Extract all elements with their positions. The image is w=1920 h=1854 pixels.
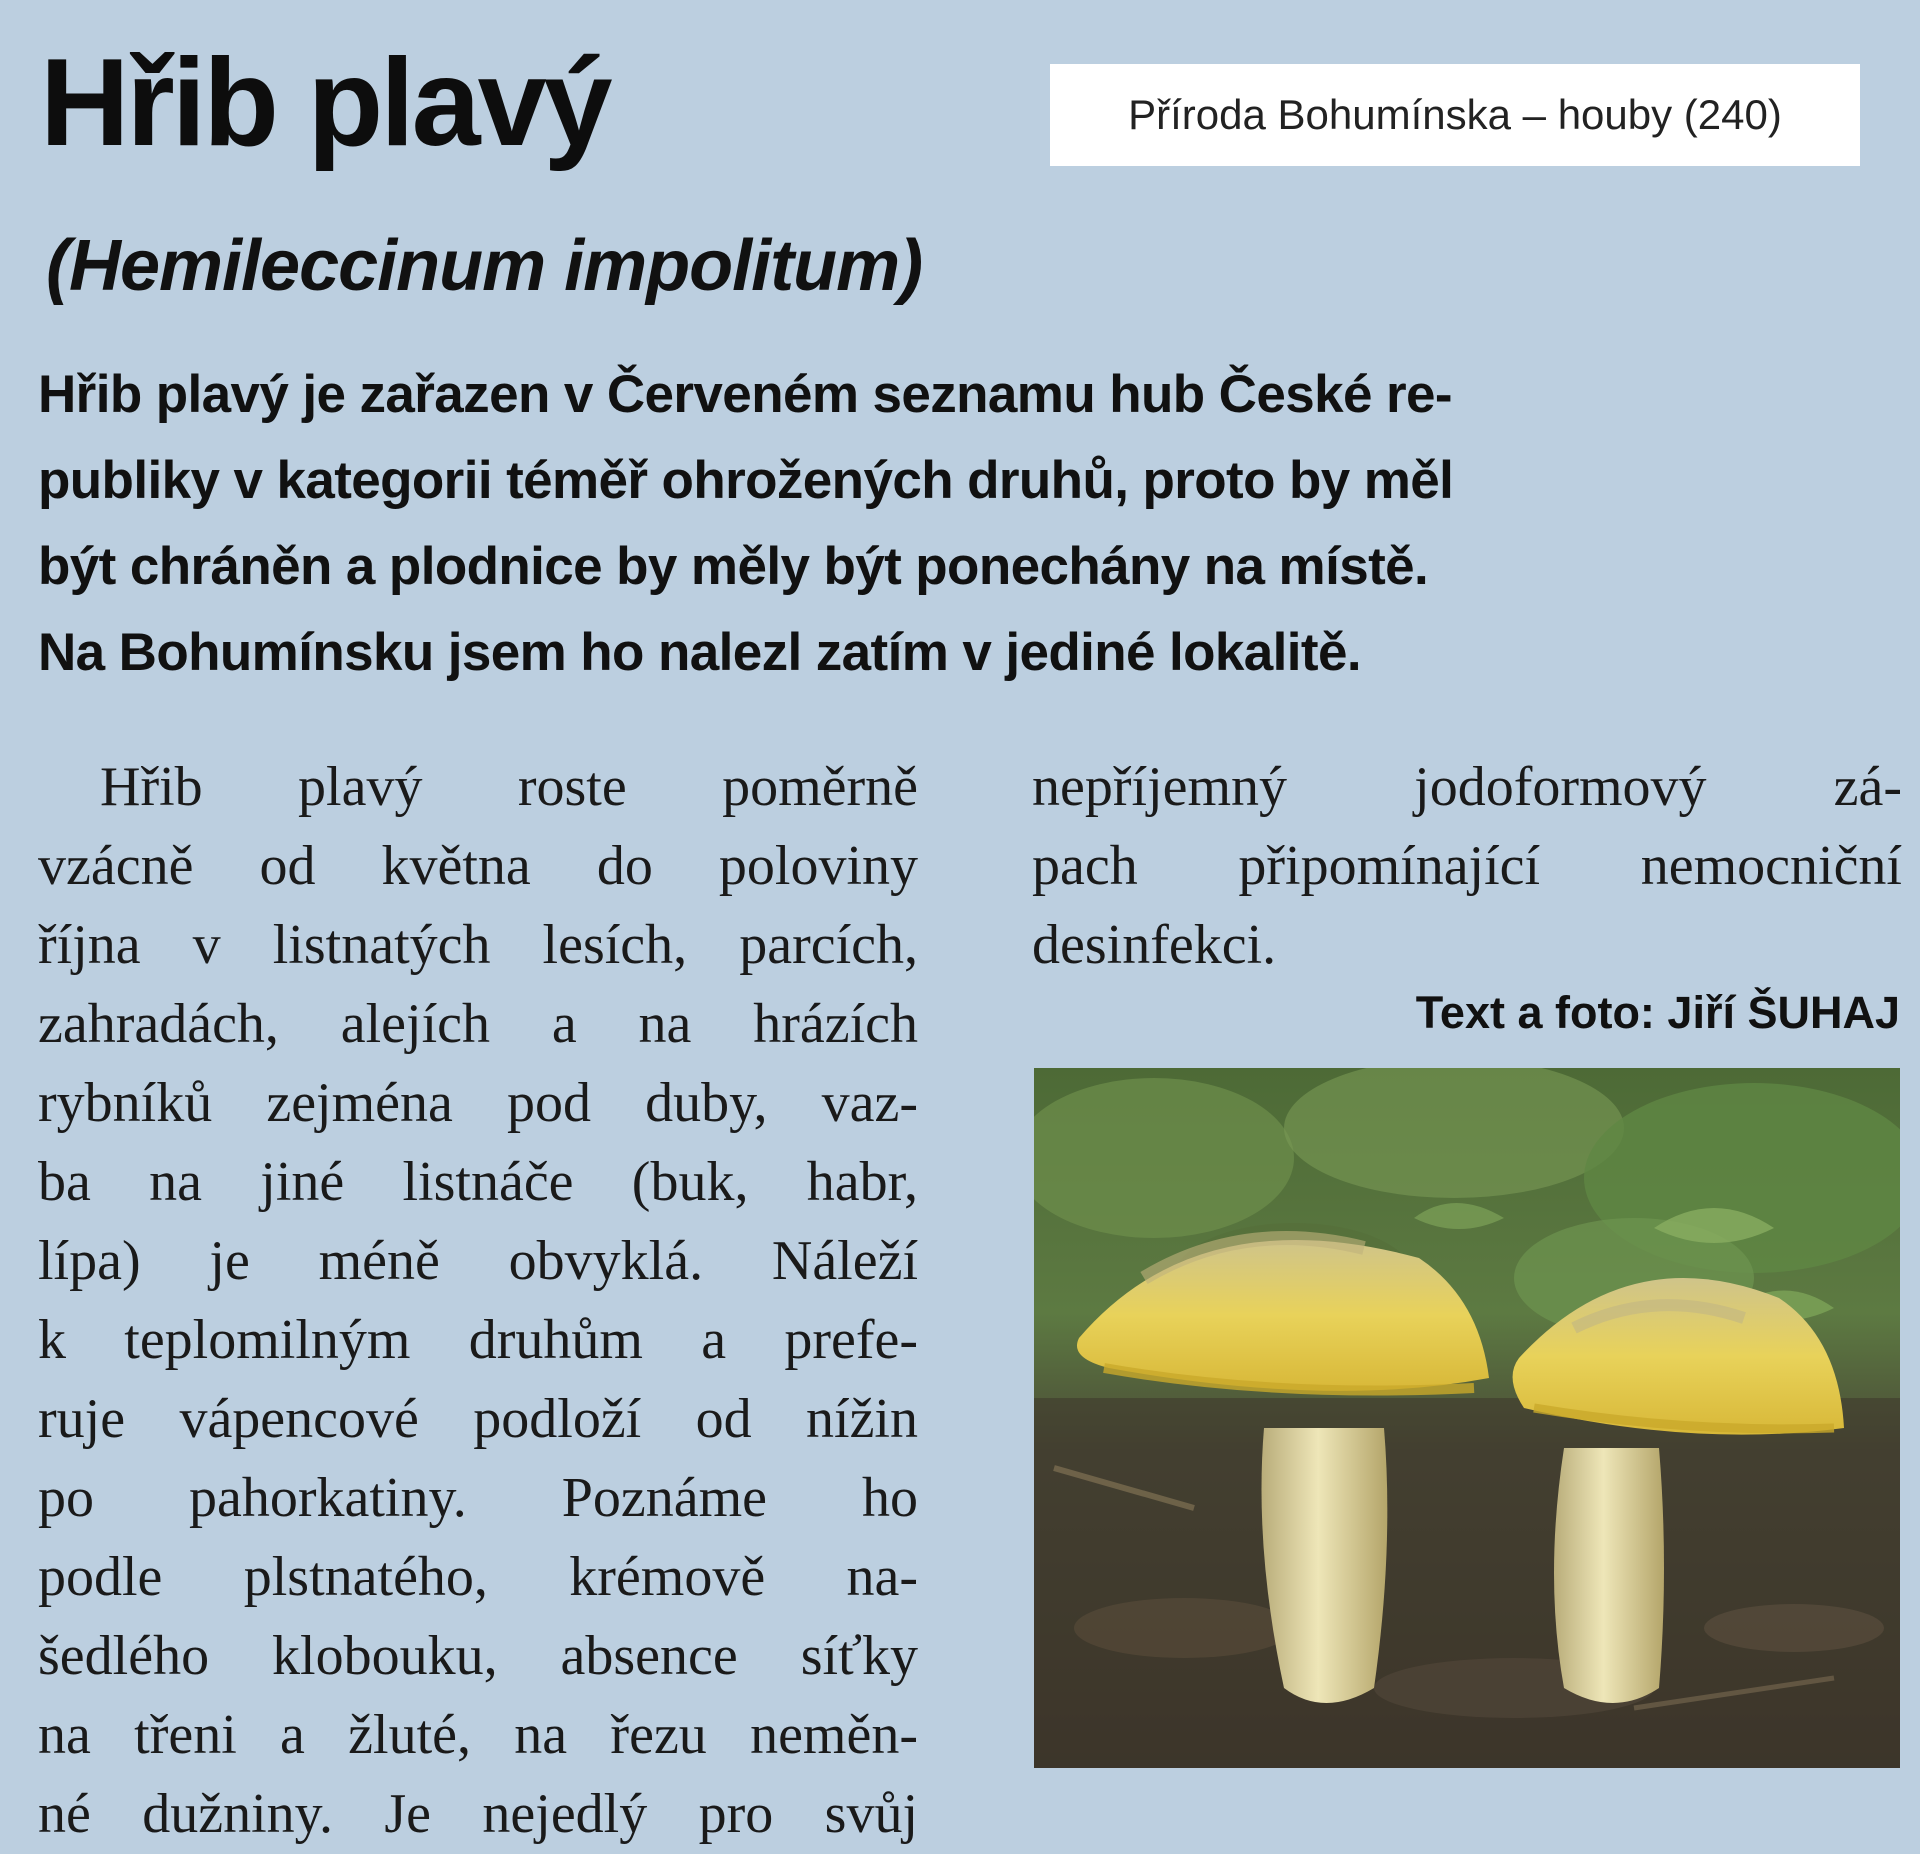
body-line: po pahorkatiny. Poznáme ho: [38, 1467, 918, 1529]
series-tag: Příroda Bohumínska – houby (240): [1050, 64, 1860, 166]
body-line: ruje vápencové podloží od nížin: [38, 1388, 918, 1450]
body-line: né dužniny. Je nejedlý pro svůj: [38, 1783, 918, 1845]
body-line: Hřib plavý roste poměrně: [100, 756, 918, 818]
article-title: Hřib plavý: [40, 34, 610, 172]
latin-name: (Hemileccinum impolitum): [46, 226, 923, 306]
body-line: rybníků zejména pod duby, vaz-: [38, 1072, 918, 1134]
body-line: ba na jiné listnáče (buk, habr,: [38, 1151, 918, 1213]
lead-line: Na Bohumínsku jsem ho nalezl zatím v jediné lokalitě.: [38, 623, 1361, 682]
body-line: šedlého klobouku, absence síťky: [38, 1625, 918, 1687]
lead-line: být chráněn a plodnice by měly být ponechány na místě.: [38, 537, 1429, 596]
body-line: října v listnatých lesích, parcích,: [38, 914, 918, 976]
body-line: vzácně od května do poloviny: [38, 835, 918, 897]
mushroom-photo-drawing: [1034, 1068, 1900, 1768]
body-line: lípa) je méně obvyklá. Náleží: [38, 1230, 918, 1292]
body-line: k teplomilným druhům a prefe-: [38, 1309, 918, 1371]
body-line: desinfekci.: [1032, 914, 1277, 976]
body-line: podle plstnatého, krémově na-: [38, 1546, 918, 1608]
body-line: na třeni a žluté, na řezu neměn-: [38, 1704, 918, 1766]
body-line: pach připomínající nemocniční: [1032, 835, 1902, 897]
mushroom-photo: [1034, 1068, 1900, 1768]
lead-line: publiky v kategorii téměř ohrožených druhů, proto by měl: [38, 451, 1454, 510]
body-column-left: [38, 748, 918, 1854]
lead-line: Hřib plavý je zařazen v Červeném seznamu hub České re-: [38, 365, 1452, 424]
body-column-right: [1032, 748, 1902, 985]
lead-paragraph: [38, 352, 1898, 696]
byline: Text a foto: Jiří ŠUHAJ: [1415, 987, 1900, 1038]
body-line: nepříjemný jodoformový zá-: [1032, 756, 1902, 818]
body-line: zahradách, alejích a na hrázích: [38, 993, 918, 1055]
